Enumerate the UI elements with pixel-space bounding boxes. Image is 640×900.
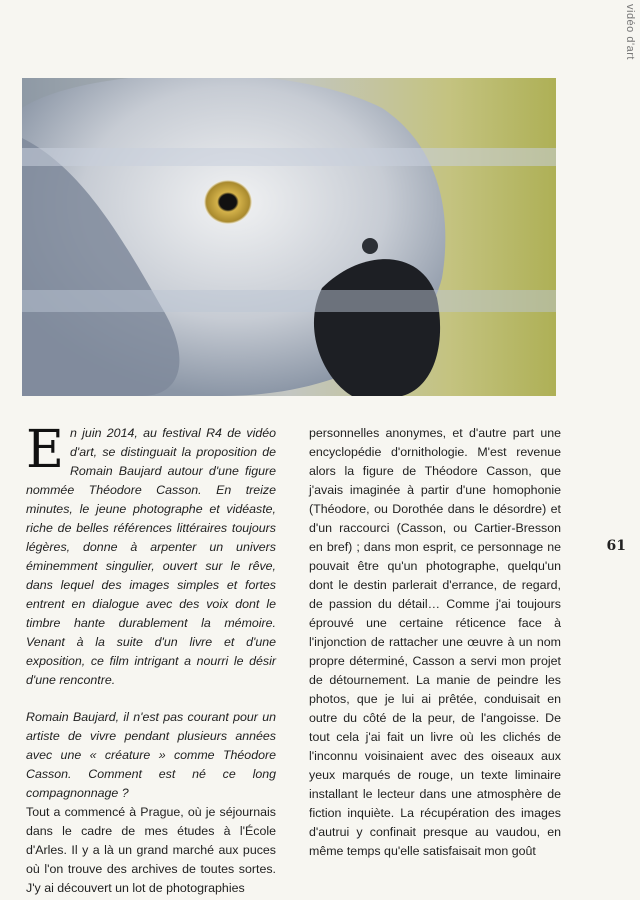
article-intro (26, 420, 276, 690)
drop-cap: E (26, 420, 64, 480)
parrot-beak (314, 259, 440, 396)
parrot-image (22, 78, 556, 396)
intro-text: n juin 2014, au festival R4 de vidéo d'art, se distinguait la proposition de Romain Baujard autour d'une figure nommée Théodore Casson. En treize minutes, le jeune photographe et vidéaste, riche de belles références littéraires toujours légères, donne à arpenter un univers éminemment singulier, ouvert sur le rêve, dans lequel des images simples et fortes entrent en dialogue avec des voix dont le timbre hante durablement la mémoire. Venant à la suite d'un livre et d'une exposition, ce film intrigant a nourri le désir d'une rencontre. (26, 426, 276, 687)
section-label: vidéo d'art (624, 4, 636, 60)
interview-question: Romain Baujard, il n'est pas courant pour un artiste de vivre pendant plusieurs années avec une « créature » comme Théodore Casson. Comment est né ce long compagnonnage ? (26, 710, 276, 800)
parrot-photo (22, 78, 556, 396)
answer-continued: personnelles anonymes, et d'autre part une encyclopédie d'ornithologie. M'est revenue alors la figure de Théodore Casson, que j'avais imaginée à partir d'une homophonie (Théodore, ou Dorothée dans le désordre) et d'un raccourci (Casson, ou Cartier-Bresson en bref) ; dans mon esprit, ce personnage ne pouvait être qu'un photographe, quelqu'un dont le destin parlerait d'errance, de regard, de passion du détail… Comme j'ai toujours éprouvé une certaine réticence face à l'injonction de rattacher une œuvre à un nom propre déterminé, Casson a servi mon projet de détournement. La manie de peindre les photos, que je lui ai prêtée, conduisait en outre du côté de la peur, de l'angoisse. De tout cela j'ai fait un livre où les clichés de l'inconnu voisinaient avec des oiseaux aux yeux marqués de rouge, un texte liminaire installant le lecteur dans une atmosphère de fiction inquiète. La récupération des images d'autrui y confinait presque au vaudou, en même temps qu'elle satisfaisait mon goût (309, 426, 561, 858)
interview-answer: Tout a commencé à Prague, où je séjournais dans le cadre de mes études à l'École d'Arles. Il y a là un grand marché aux puces où l'on trouve des archives de toutes sortes. J'y ai découvert un lot de photographies (26, 805, 276, 895)
page-number: 61 (606, 538, 626, 554)
article-right-column (309, 424, 561, 861)
article-left-column (26, 420, 276, 898)
parrot-eye (204, 180, 252, 224)
